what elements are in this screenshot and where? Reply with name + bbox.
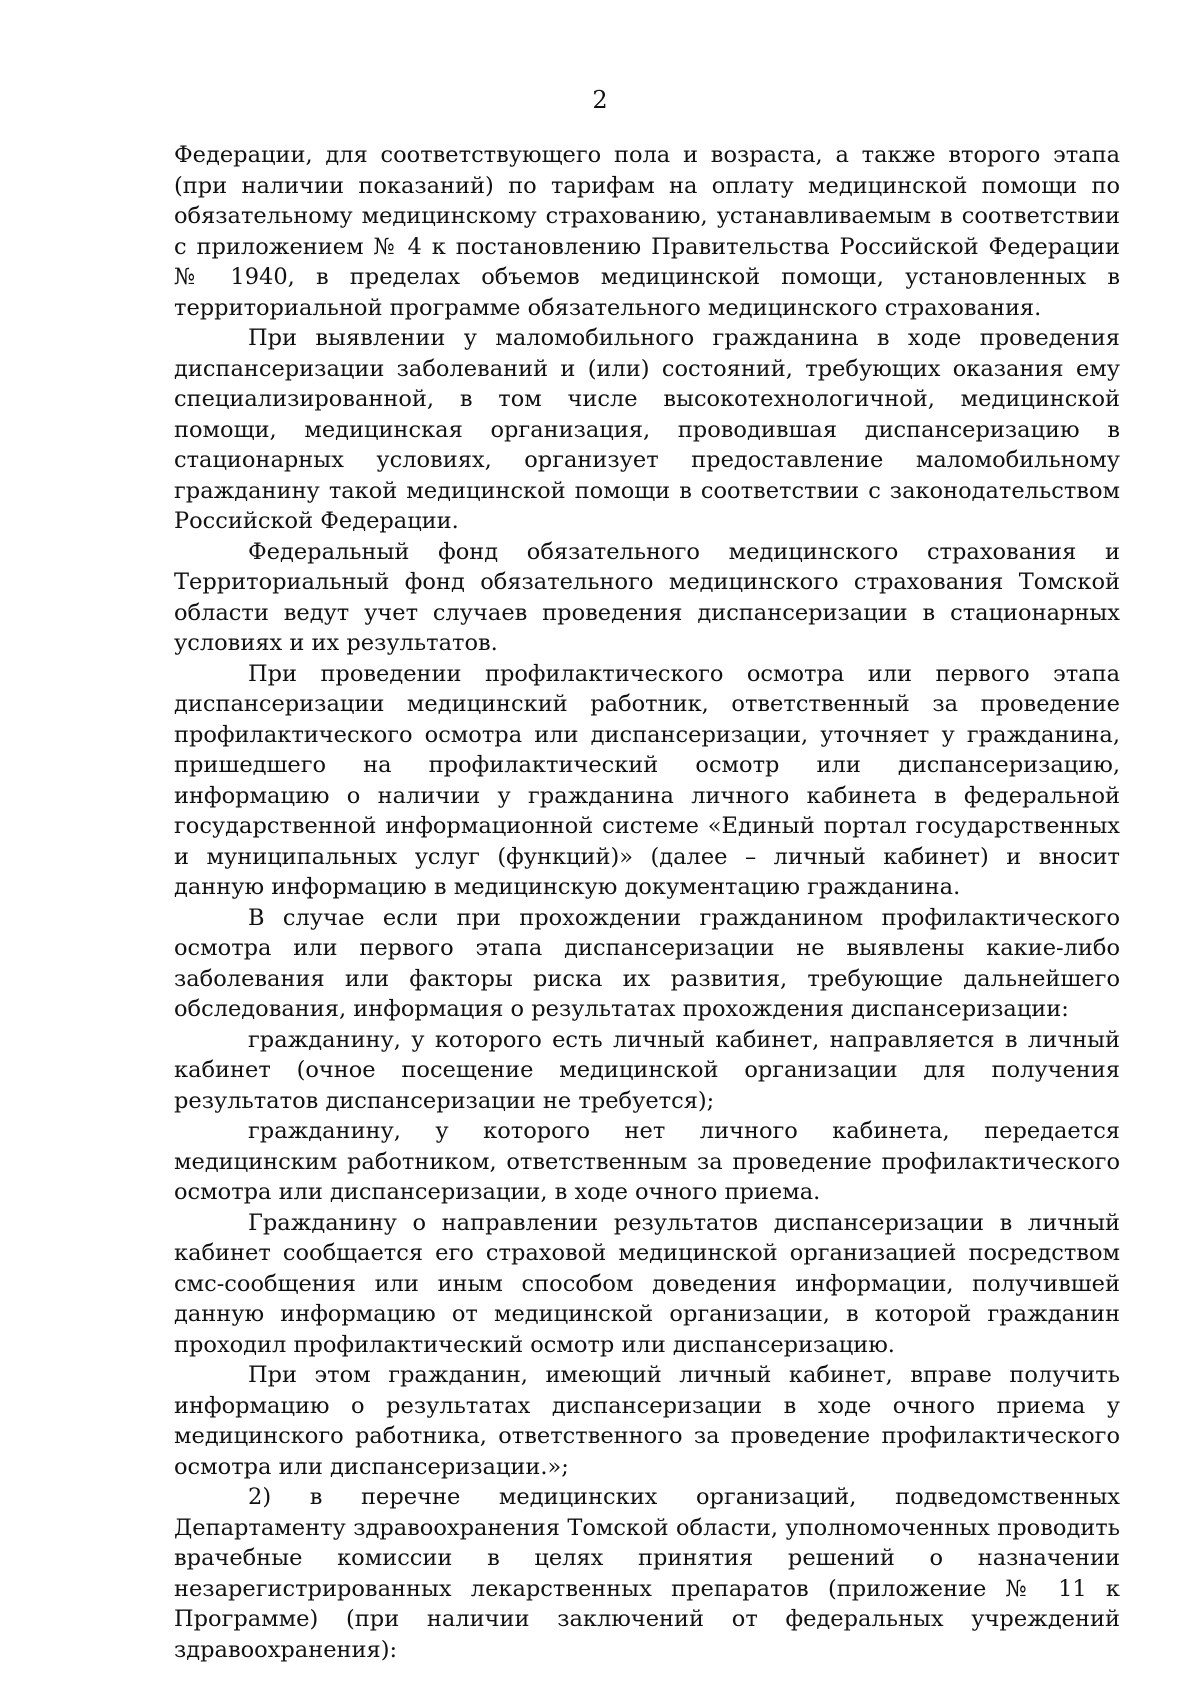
paragraph-with-account: гражданину, у которого есть личный кабинет, направляется в личный кабинет (очное посещение медицинской организации для получения результатов диспансеризации не требуется); bbox=[174, 1026, 1120, 1114]
page-number: 2 bbox=[592, 86, 608, 114]
paragraph-continuation: Федерации, для соответствующего пола и возраста, а также второго этапа (при наличии показаний) по тарифам на оплату медицинской помощи по обязательному медицинскому страхованию, устанавливаемым в соответствии с приложением № 4 к постановлению Правительства Российской Федерации № 1940, в пределах объемов медицинской помощи, установленных в территориальной программе обязательного медицинского страхования. bbox=[174, 142, 1120, 321]
paragraph-insurance-funds: Федеральный фонд обязательного медицинского страхования и Территориальный фонд обязательного медицинского страхования Томской области ведут учет случаев проведения диспансеризации в стационарных условиях и их результатов. bbox=[174, 538, 1120, 656]
paragraph-item-2: 2) в перечне медицинских организаций, подведомственных Департаменту здравоохранения Томской области, уполномоченных проводить врачебные комиссии в целях принятия решений о назначении незарегистрированных лекарственных препаратов (приложение № 11 к Программе) (при наличии заключений от федеральных учреждений здравоохранения): bbox=[174, 1484, 1120, 1663]
paragraph-in-person: При этом гражданин, имеющий личный кабинет, вправе получить информацию о результатах диспансеризации в ходе очного приема у медицинского работника, ответственного за проведение профилактического осмотра или диспансеризации.»; bbox=[174, 1362, 1120, 1480]
document-body bbox=[174, 140, 1120, 1665]
paragraph-no-diseases: В случае если при прохождении гражданином профилактического осмотра или первого этапа диспансеризации не выявлены какие-либо заболевания или факторы риска их развития, требующие дальнейшего обследования, информация о результатах прохождения диспансеризации: bbox=[174, 904, 1120, 1022]
paragraph-personal-account: При проведении профилактического осмотра или первого этапа диспансеризации медицинский работник, ответственный за проведение профилактического осмотра или диспансеризации, уточняет у гражданина, пришедшего на профилактический осмотр или диспансеризацию, информацию о наличии у гражданина личного кабинета в федеральной государственной информационной системе «Единый портал государственных и муниципальных услуг (функций)» (далее – личный кабинет) и вносит данную информацию в медицинскую документацию гражданина. bbox=[174, 660, 1120, 900]
paragraph-sms-notice: Гражданину о направлении результатов диспансеризации в личный кабинет сообщается его страховой медицинской организацией посредством смс-сообщения или иным способом доведения информации, получившей данную информацию от медицинской организации, в которой гражданин проходил профилактический осмотр или диспансеризацию. bbox=[174, 1209, 1120, 1358]
paragraph-without-account: гражданину, у которого нет личного кабинета, передается медицинским работником, ответственным за проведение профилактического осмотра или диспансеризации, в ходе очного приема. bbox=[174, 1118, 1120, 1205]
paragraph-immobile-citizen: При выявлении у маломобильного гражданина в ходе проведения диспансеризации заболеваний и (или) состояний, требующих оказания ему специализированной, в том числе высокотехнологичной, медицинской помощи, медицинская организация, проводившая диспансеризацию в стационарных условиях, организует предоставление маломобильному гражданину такой медицинской помощи в соответствии с законодательством Российской Федерации. bbox=[174, 325, 1120, 534]
